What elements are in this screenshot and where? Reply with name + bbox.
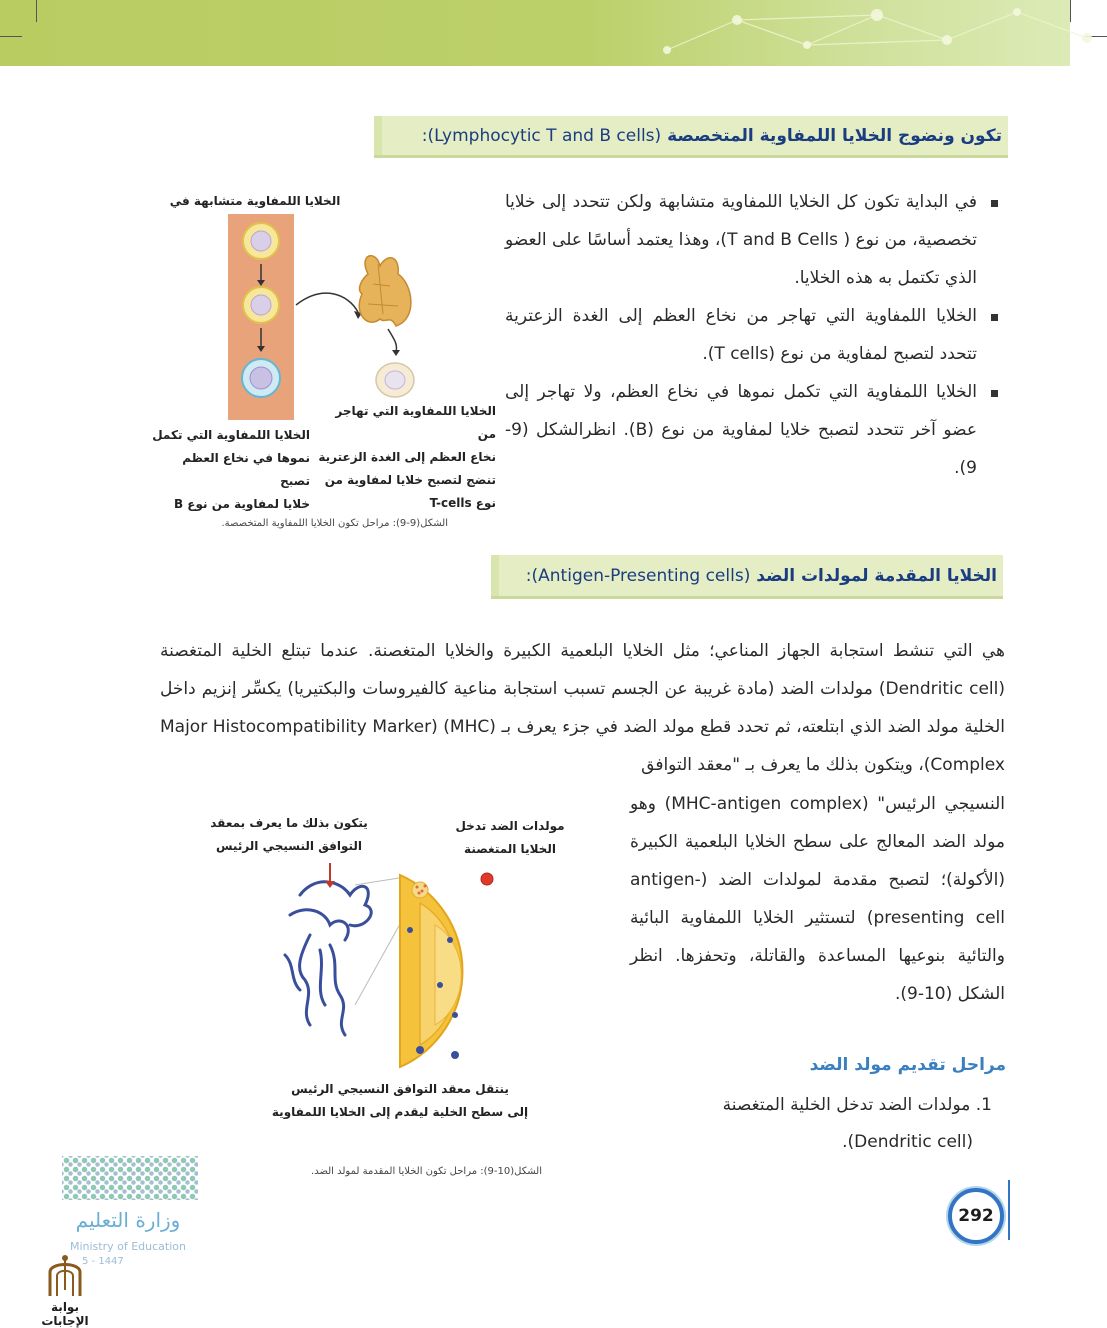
bullet-text-2: الخلايا اللمفاوية التي تهاجر من نخاع العظم إلى الغدة الزعترية تتحدد لتصبح لمفاوية من نوع (T cells). [505, 306, 977, 364]
network-decoration-icon [627, 0, 1107, 66]
mhc-protein-icon [285, 882, 371, 1035]
page-number-line [1008, 1180, 1010, 1240]
apc-paragraph: هي التي تنشط استجابة الجهاز المناعي؛ مثل الخلايا البلعمية الكبيرة والخلايا المتغصنة. عندما تبتلع الخلية المتغصنة (Dendritic cell) مولدات الضد (مادة غريبة عن الجسم تسبب استجابة مناعية كالفيروسات والبكتيريا) يكسِّر إنزيم داخل الخلية مولد الضد الذي ابتلعته، ثم تحدد قطع مولد الضد في جزء يعرف بـ (MHC) (Major Histocompatibility Marker Complex)، ويتكون بذلك ما يعرف بـ "معقد التوافق [160, 641, 1006, 775]
fig1-caption: الشكل(9-9): مراحل تكون الخلايا اللمفاوية المتخصصة. [221, 518, 448, 529]
step-1: 1. مولدات الضد تدخل الخلية المتغصنة [722, 1095, 992, 1115]
dendritic-cell-icon [400, 875, 462, 1067]
bullet-text-1: في البداية تكون كل الخلايا اللمفاوية متشابهة ولكن تتحدد إلى خلايا تخصصية، من نوع ( T and B Cells)، وهذا يعتمد أساسًا على العضو الذي تكتمل به هذه الخلايا. [505, 192, 978, 288]
section-heading-apc: الخلايا المقدمة لمولدات الضد (Antigen-Presenting cells): [491, 555, 1003, 599]
bullet-icon [991, 200, 998, 207]
antigen-icon [481, 873, 493, 885]
fig1-label-t-cells: الخلايا اللمفاوية التي تهاجر من نخاع العظم إلى الغدة الزعترية تنضج لتصبح خلايا لمفاوية من نوع T-cells [318, 404, 496, 510]
bullet-text-3: الخلايا اللمفاوية التي تكمل نموها في نخاع العظم، ولا تهاجر إلى عضو آخر تتحدد لتصبح خلايا لمفاوية من نوع (B). انظرالشكل (9-9). [505, 382, 977, 478]
crop-mark [36, 0, 37, 22]
subheading-antigen-steps: مراحل تقديم مولد الضد [809, 1055, 1006, 1075]
step-1-cont: (Dendritic cell). [842, 1132, 973, 1152]
section-heading-lymphocytes: تكون ونضوج الخلايا اللمفاوية المتخصصة (Lymphocytic T and B cells): [374, 116, 1008, 158]
crop-mark [0, 36, 22, 37]
fig1-label-top: الخلايا اللمفاوية متشابهة في [169, 194, 341, 208]
bullet-icon [991, 390, 998, 397]
ministry-name-ar: وزارة التعليم [75, 1208, 181, 1232]
fig1-lymphocyte-diagram [228, 214, 418, 424]
apc-paragraph-side: النسيجي الرئيس" (MHC-antigen complex) وهو مولد الضد المعالج على سطح الخلايا البلعمية الكبيرة (الأكولة)؛ لتصبح مقدمة لمولدات الضد (antigen-presenting cell) لتستثير الخلايا اللمفاوية البائية والتائية بنوعيها المساعدة والقاتلة، وتحفزها. انظر الشكل (10-9). [630, 794, 1005, 1004]
fig2-label-right: مولدات الضد تدخل الخلايا المتغصنة [455, 819, 565, 856]
bullet-icon [991, 314, 998, 321]
top-banner [0, 0, 1070, 66]
fig2-label-left: يتكون بذلك ما يعرف بمعقد التوافق النسيجي الرئيس [210, 816, 368, 853]
page-number-badge [948, 1188, 1004, 1244]
fig1-label-b-cells: الخلايا اللمفاوية التي تكمل نموها في نخاع العظم تصبح خلايا لمفاوية من نوع B [152, 428, 310, 511]
watermark-logo-icon [44, 1254, 86, 1298]
thymus-icon [359, 256, 411, 326]
fig2-label-bottom: ينتقل معقد التوافق النسيجي الرئيس إلى سطح الخلية ليقدم إلى الخلايا اللمفاوية [271, 1082, 529, 1119]
fig2-dendritic-cell-diagram [270, 855, 510, 1070]
ministry-name-en: Ministry of Education [69, 1240, 186, 1253]
page-number: 292 [958, 1206, 994, 1226]
ministry-logo-dots [62, 1156, 198, 1200]
watermark-text: بوابة الإجابات [41, 1300, 89, 1328]
fig2-caption: الشكل(10-9): مراحل تكون الخلايا المقدمة لمولد الضد. [311, 1166, 542, 1177]
ministry-year: 5 - 1447 [82, 1256, 124, 1267]
